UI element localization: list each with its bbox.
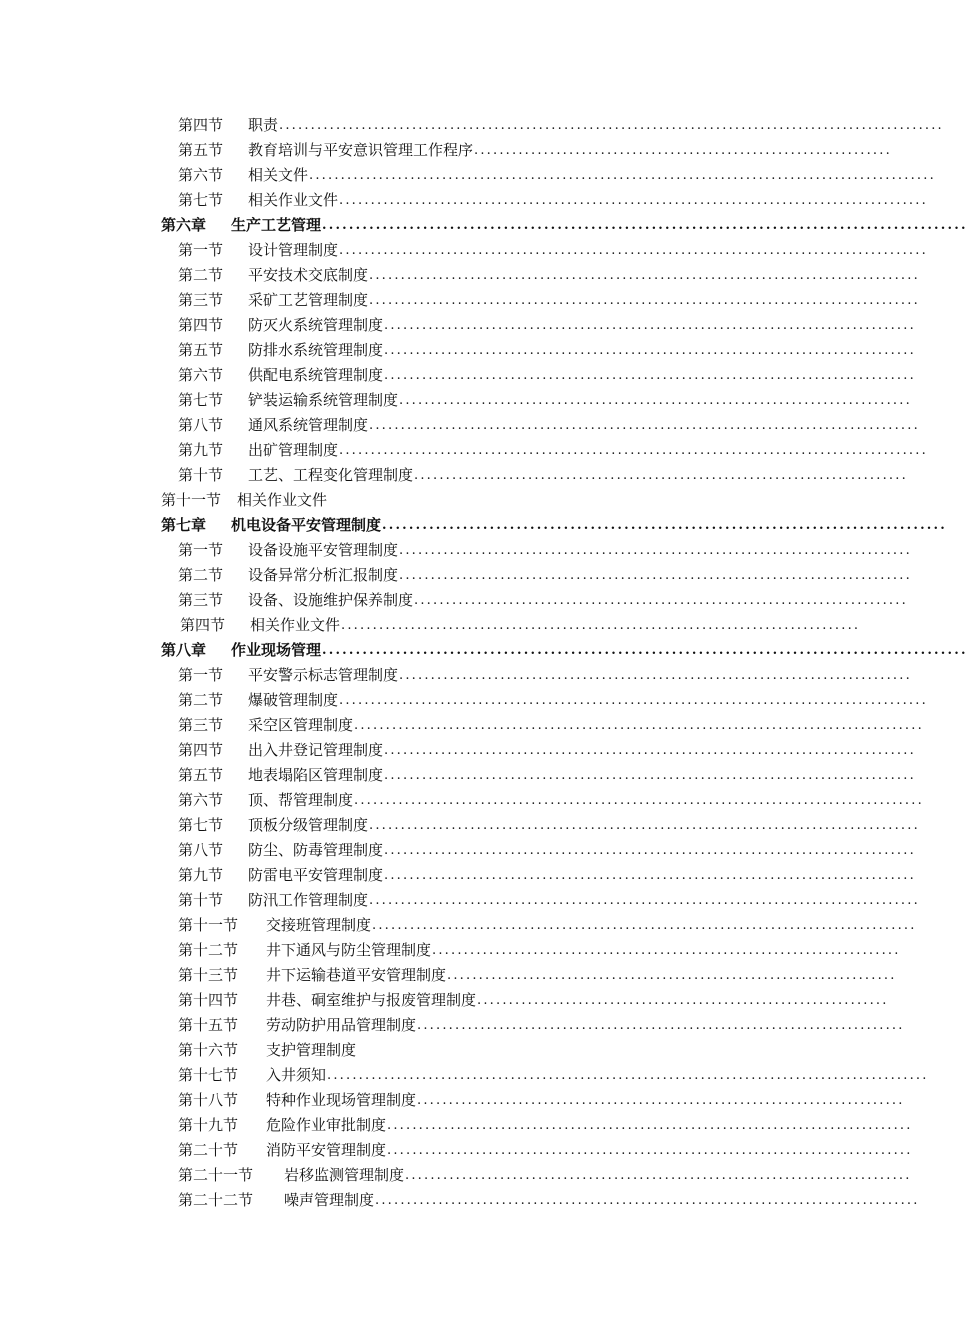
toc-entry-title: 特种作业现场管理制度	[266, 1091, 417, 1109]
toc-leader-dots: ....................................................................................	[384, 843, 916, 858]
toc-entry-number: 第十节	[178, 466, 224, 484]
toc-section-row	[0, 338, 950, 363]
table-of-contents	[0, 113, 968, 1213]
toc-leader-dots: ..............................................................................	[414, 593, 908, 608]
toc-leader-dots: ..............................................................................	[414, 468, 908, 483]
toc-leader-dots: .......................................................................	[447, 968, 897, 983]
toc-section-row	[0, 1088, 950, 1113]
toc-entry-number: 第三节	[178, 291, 224, 309]
toc-entry-title: 相关作业文件	[248, 191, 339, 209]
toc-entry-title: 设备异常分析汇报制度	[248, 566, 399, 584]
toc-entry-number: 第八节	[178, 841, 224, 859]
toc-entry-title: 爆破管理制度	[248, 691, 339, 709]
toc-entry-number: 第六节	[178, 791, 224, 809]
toc-section-row	[0, 663, 950, 688]
toc-entry-title: 消防平安管理制度	[266, 1141, 387, 1159]
toc-entry-title: 入井须知	[266, 1066, 327, 1084]
toc-entry-number: 第二节	[178, 266, 224, 284]
toc-section-row	[0, 238, 950, 263]
toc-section-row	[0, 438, 950, 463]
toc-entry-number: 第十七节	[178, 1066, 239, 1084]
toc-entry-number: 第六节	[178, 366, 224, 384]
toc-entry-title: 井下运输巷道平安管理制度	[266, 966, 447, 984]
toc-section-row	[0, 1138, 950, 1163]
toc-section-row	[0, 913, 950, 938]
toc-entry-number: 第二节	[178, 566, 224, 584]
toc-entry-title: 设备设施平安管理制度	[248, 541, 399, 559]
toc-entry-title: 教育培训与平安意识管理工作程序	[248, 141, 474, 159]
toc-leader-dots: .........................................................................................................	[279, 118, 944, 133]
toc-leader-dots: .............................................................................	[417, 1018, 905, 1033]
toc-leader-dots: .................................................................................	[399, 668, 912, 683]
toc-leader-dots: .............................................................................................	[339, 243, 928, 258]
toc-leader-dots: ...................................................................................	[387, 1118, 913, 1133]
toc-section-row	[0, 563, 950, 588]
toc-entry-number: 第一节	[178, 541, 224, 559]
toc-entry-number: 第八章	[161, 641, 207, 659]
toc-leader-dots: ....................................................................................	[384, 343, 916, 358]
toc-entry-number: 第六章	[161, 216, 207, 234]
toc-leader-dots: ..................................................................	[474, 143, 892, 158]
toc-entry-title: 顶板分级管理制度	[248, 816, 369, 834]
toc-leader-dots: ....................................................................................	[384, 868, 916, 883]
toc-entry-number: 第四节	[178, 116, 224, 134]
toc-entry-number: 第四节	[180, 616, 226, 634]
toc-entry-title: 井巷、硐室维护与报废管理制度	[266, 991, 477, 1009]
toc-leader-dots: .............................................................................................	[339, 443, 928, 458]
toc-leader-dots: ................................................................................................	[322, 218, 968, 233]
toc-leader-dots: .......................................................................................	[369, 293, 920, 308]
toc-entry-number: 第七节	[178, 391, 224, 409]
toc-section-row	[0, 363, 950, 388]
toc-entry-title: 平安警示标志管理制度	[248, 666, 399, 684]
toc-entry-number: 第七节	[178, 191, 224, 209]
toc-section-row	[0, 963, 950, 988]
toc-entry-number: 第二十一节	[178, 1166, 254, 1184]
toc-leader-dots: ....................................................................................	[384, 743, 916, 758]
toc-entry-number: 第八节	[178, 416, 224, 434]
toc-entry-title: 井下通风与防尘管理制度	[266, 941, 432, 959]
toc-leader-dots: .......................................................................................	[369, 893, 920, 908]
toc-section-row	[0, 388, 950, 413]
toc-entry-number: 第十五节	[178, 1016, 239, 1034]
toc-entry-number: 第五节	[178, 341, 224, 359]
toc-leader-dots: .............................................................................................	[339, 193, 928, 208]
toc-section-row	[0, 463, 950, 488]
toc-entry-number: 第十三节	[178, 966, 239, 984]
toc-entry-title: 职责	[248, 116, 279, 134]
toc-leader-dots: ....................................................................................	[382, 518, 947, 533]
toc-entry-title: 机电设备平安管理制度	[231, 516, 382, 534]
toc-entry-title: 防排水系统管理制度	[248, 341, 384, 359]
toc-section-row	[0, 813, 950, 838]
toc-entry-title: 设备、设施维护保养制度	[248, 591, 414, 609]
toc-entry-title: 劳动防护用品管理制度	[266, 1016, 417, 1034]
toc-leader-dots: ....................................................................................	[384, 318, 916, 333]
toc-entry-number: 第七节	[178, 816, 224, 834]
toc-section-row	[0, 1188, 950, 1213]
toc-entry-title: 作业现场管理	[231, 641, 322, 659]
toc-section-row	[0, 413, 950, 438]
toc-entry-title: 支护管理制度	[266, 1041, 357, 1059]
toc-entry-number: 第四节	[178, 741, 224, 759]
toc-entry-number: 第十节	[178, 891, 224, 909]
toc-entry-number: 第十二节	[178, 941, 239, 959]
toc-entry-number: 第七章	[161, 516, 207, 534]
toc-section-row	[0, 188, 950, 213]
toc-entry-number: 第三节	[178, 591, 224, 609]
toc-leader-dots: ......................................................................................	[372, 918, 917, 933]
toc-entry-number: 第五节	[178, 141, 224, 159]
toc-entry-number: 第六节	[178, 166, 224, 184]
toc-section-row	[0, 263, 950, 288]
toc-entry-number: 第三节	[178, 716, 224, 734]
toc-entry-title: 出入井登记管理制度	[248, 741, 384, 759]
toc-entry-number: 第一节	[178, 241, 224, 259]
toc-leader-dots: ....................................................................................	[384, 768, 916, 783]
toc-section-row	[0, 613, 950, 638]
toc-leader-dots: .................................................................................	[399, 543, 912, 558]
toc-entry-title: 相关作业文件	[250, 616, 341, 634]
toc-entry-title: 设计管理制度	[248, 241, 339, 259]
toc-leader-dots: .............................................................................	[417, 1093, 905, 1108]
toc-entry-number: 第四节	[178, 316, 224, 334]
toc-entry-number: 第二十二节	[178, 1191, 254, 1209]
toc-entry-number: 第一节	[178, 666, 224, 684]
toc-section-row	[0, 938, 950, 963]
toc-leader-dots: .................................................................................	[399, 393, 912, 408]
toc-section-row	[0, 538, 950, 563]
toc-entry-number: 第十一节	[161, 491, 222, 509]
toc-section-row	[0, 838, 950, 863]
toc-entry-number: 第十六节	[178, 1041, 239, 1059]
toc-leader-dots: ..................................................................................	[341, 618, 861, 633]
toc-entry-number: 第十八节	[178, 1091, 239, 1109]
toc-entry-title: 工艺、工程变化管理制度	[248, 466, 414, 484]
toc-entry-title: 顶、帮管理制度	[248, 791, 354, 809]
toc-chapter-row	[0, 513, 950, 538]
toc-leader-dots: .................................................................	[477, 993, 889, 1008]
toc-entry-title: 防雷电平安管理制度	[248, 866, 384, 884]
toc-leader-dots: ...............................................................................................	[327, 1068, 929, 1083]
toc-section-row	[0, 488, 950, 513]
toc-leader-dots: .............................................................................................	[339, 693, 928, 708]
toc-section-row	[0, 288, 950, 313]
toc-entry-title: 相关作业文件	[237, 491, 328, 509]
toc-leader-dots: ................................................................................................	[322, 643, 968, 658]
toc-entry-title: 相关文件	[248, 166, 309, 184]
toc-entry-title: 平安技术交底制度	[248, 266, 369, 284]
toc-entry-number: 第十四节	[178, 991, 239, 1009]
toc-leader-dots: .......................................................................................	[369, 268, 920, 283]
toc-leader-dots: ......................................................................................	[375, 1193, 920, 1208]
toc-section-row	[0, 713, 950, 738]
toc-entry-title: 铲装运输系统管理制度	[248, 391, 399, 409]
toc-entry-number: 第二节	[178, 691, 224, 709]
toc-leader-dots: ..........................................................................................	[354, 793, 924, 808]
toc-entry-number: 第九节	[178, 866, 224, 884]
toc-section-row	[0, 1163, 950, 1188]
toc-entry-number: 第十一节	[178, 916, 239, 934]
toc-section-row	[0, 788, 950, 813]
toc-leader-dots: .......................................................................................	[369, 818, 920, 833]
toc-entry-title: 防灭火系统管理制度	[248, 316, 384, 334]
toc-leader-dots: ....................................................................................	[384, 368, 916, 383]
toc-leader-dots: ...................................................................................	[387, 1143, 913, 1158]
toc-entry-title: 交接班管理制度	[266, 916, 372, 934]
toc-entry-title: 生产工艺管理	[231, 216, 322, 234]
toc-section-row	[0, 1113, 950, 1138]
toc-leader-dots: .................................................................................	[399, 568, 912, 583]
toc-section-row	[0, 313, 950, 338]
toc-section-row	[0, 1063, 950, 1088]
toc-entry-title: 防汛工作管理制度	[248, 891, 369, 909]
toc-chapter-row	[0, 638, 968, 663]
toc-entry-title: 噪声管理制度	[284, 1191, 375, 1209]
toc-section-row	[0, 988, 950, 1013]
toc-leader-dots: ...................................................................................................	[309, 168, 936, 183]
toc-entry-title: 出矿管理制度	[248, 441, 339, 459]
toc-section-row	[0, 688, 950, 713]
toc-entry-title: 通风系统管理制度	[248, 416, 369, 434]
toc-section-row	[0, 588, 950, 613]
toc-section-row	[0, 1013, 950, 1038]
toc-section-row	[0, 163, 950, 188]
toc-entry-title: 采空区管理制度	[248, 716, 354, 734]
toc-section-row	[0, 113, 950, 138]
toc-leader-dots: ..........................................................................................	[354, 718, 924, 733]
toc-entry-title: 防尘、防毒管理制度	[248, 841, 384, 859]
toc-section-row	[0, 763, 950, 788]
toc-chapter-row	[0, 213, 968, 238]
toc-entry-number: 第二十节	[178, 1141, 239, 1159]
toc-leader-dots: .......................................................................................	[369, 418, 920, 433]
toc-section-row	[0, 1038, 950, 1063]
toc-entry-number: 第五节	[178, 766, 224, 784]
toc-section-row	[0, 738, 950, 763]
toc-section-row	[0, 138, 950, 163]
toc-leader-dots: ..........................................................................	[432, 943, 901, 958]
toc-entry-number: 第九节	[178, 441, 224, 459]
toc-entry-title: 岩移监测管理制度	[284, 1166, 405, 1184]
toc-leader-dots: ................................................................................	[405, 1168, 912, 1183]
toc-section-row	[0, 888, 950, 913]
toc-section-row	[0, 863, 950, 888]
toc-entry-title: 危险作业审批制度	[266, 1116, 387, 1134]
toc-entry-title: 采矿工艺管理制度	[248, 291, 369, 309]
toc-entry-number: 第十九节	[178, 1116, 239, 1134]
toc-entry-title: 供配电系统管理制度	[248, 366, 384, 384]
toc-entry-title: 地表塌陷区管理制度	[248, 766, 384, 784]
